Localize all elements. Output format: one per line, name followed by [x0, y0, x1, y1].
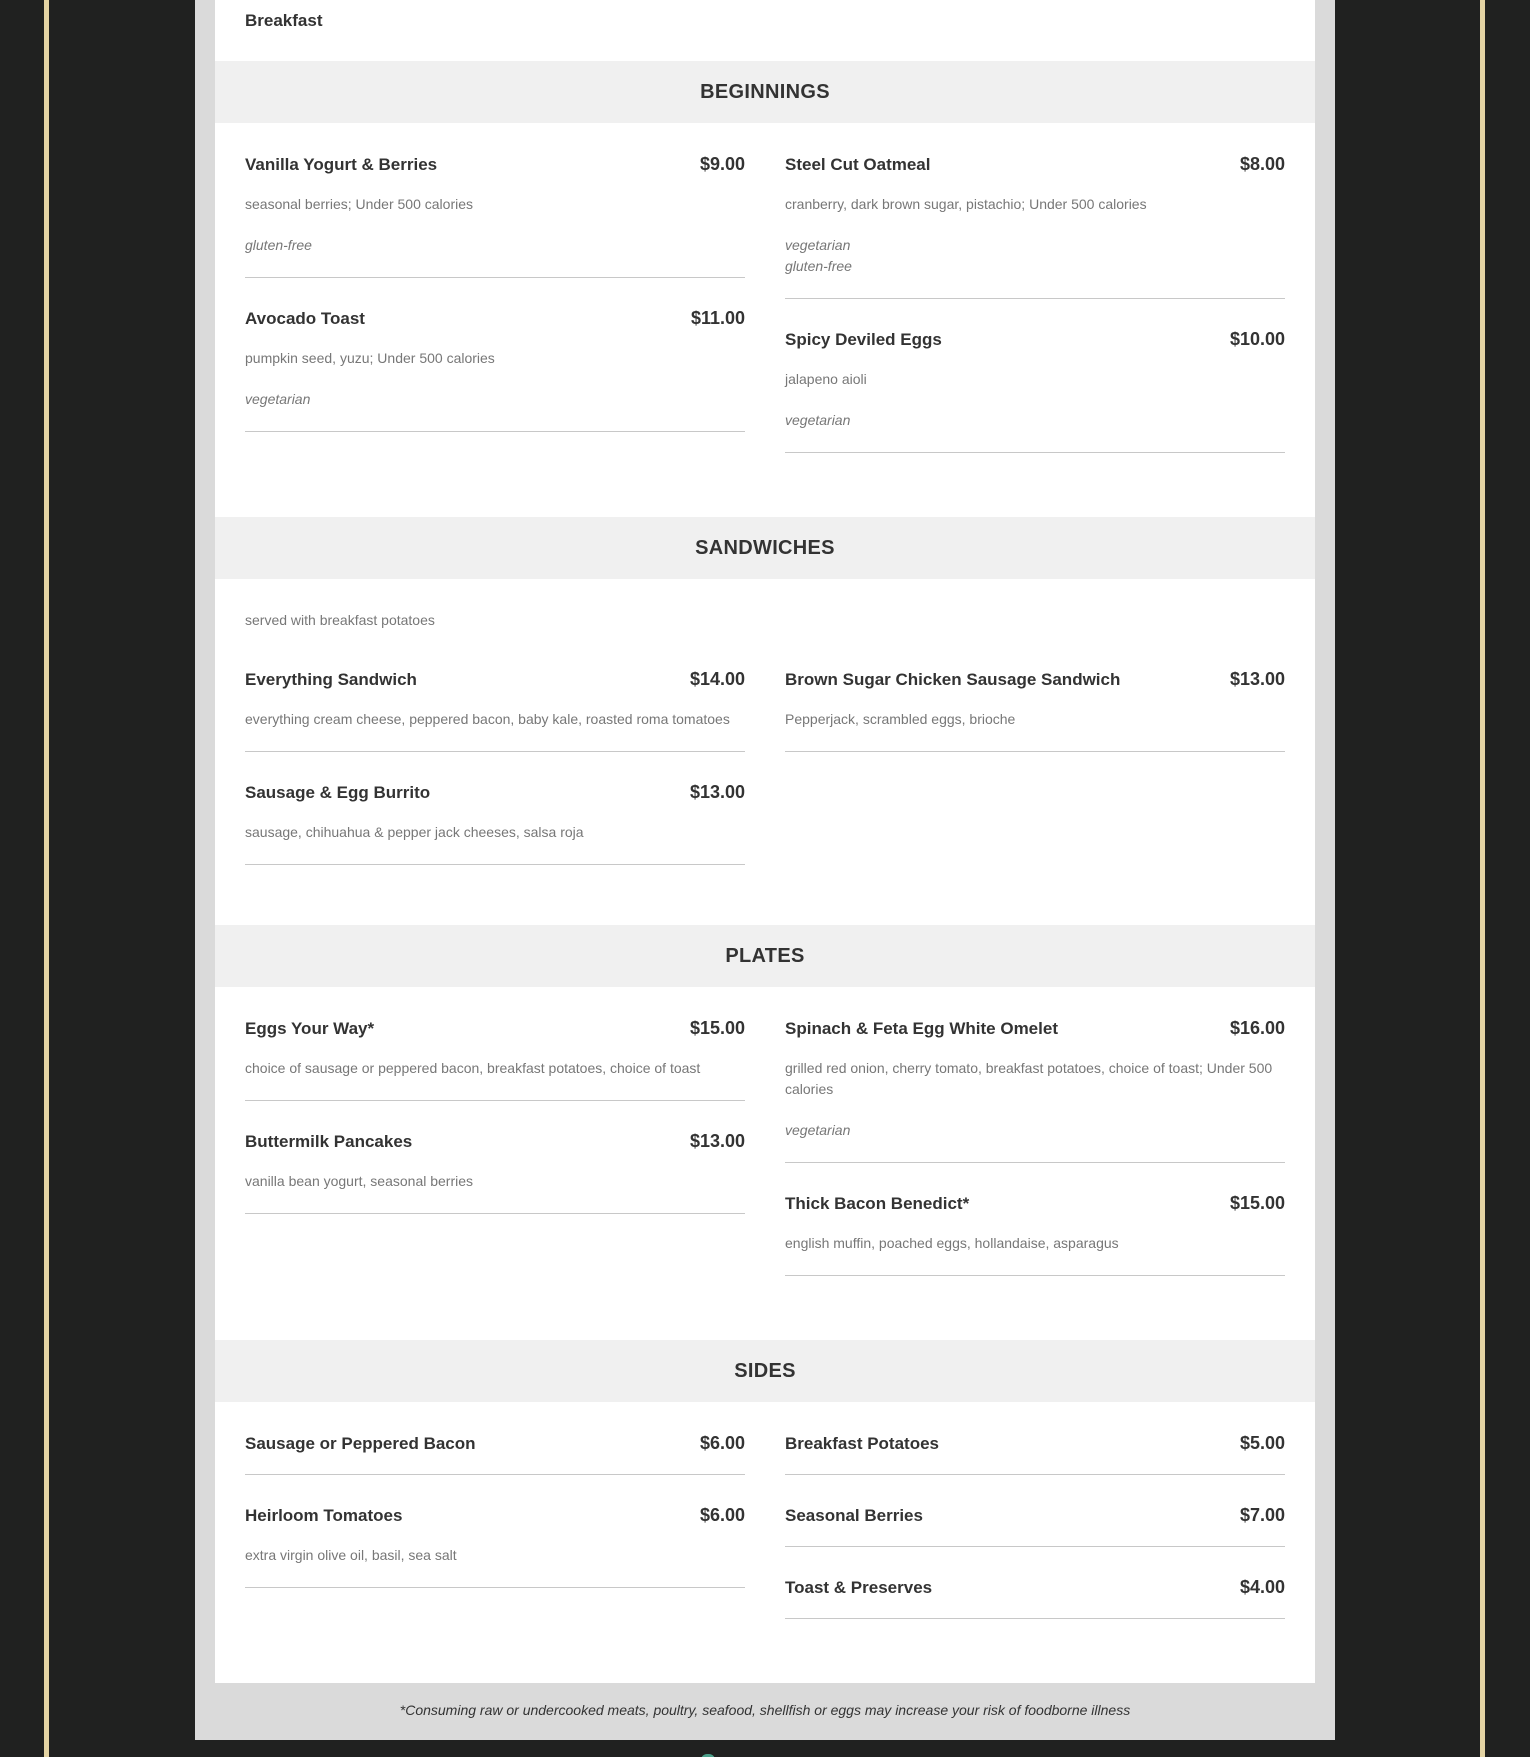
dietary-tag: gluten-free	[785, 258, 852, 274]
item-description: Pepperjack, scrambled eggs, brioche	[785, 711, 1016, 727]
menu-item	[785, 1433, 1285, 1475]
item-name: Sausage & Egg Burrito	[245, 783, 431, 802]
item-name: Spinach & Feta Egg White Omelet	[785, 1019, 1058, 1038]
item-name: Avocado Toast	[245, 309, 365, 328]
item-price: $4.00	[1239, 1577, 1285, 1597]
foodborne-illness-disclaimer: *Consuming raw or undercooked meats, poultry, seafood, shellfish or eggs may increase your risk of foodborne illness	[399, 1702, 1131, 1718]
item-tags	[785, 235, 1285, 277]
menu-panel	[195, 0, 1335, 1740]
menu-item	[245, 154, 745, 278]
menu-item	[245, 1131, 745, 1214]
item-price: $13.00	[1229, 669, 1285, 689]
item-description: english muffin, poached eggs, hollandaise, asparagus	[785, 1235, 1119, 1251]
menu-item	[785, 1193, 1285, 1276]
item-description: jalapeno aioli	[785, 371, 867, 387]
menu-item	[785, 329, 1285, 453]
section-title: BEGINNINGS	[700, 80, 830, 103]
item-description: vanilla bean yogurt, seasonal berries	[245, 1173, 474, 1189]
item-price: $11.00	[690, 308, 745, 328]
dietary-tag: vegetarian	[785, 1122, 851, 1138]
item-description: seasonal berries; Under 500 calories	[245, 196, 474, 212]
item-name: Everything Sandwich	[245, 670, 417, 689]
item-price: $13.00	[689, 782, 745, 802]
menu-item	[245, 308, 745, 432]
item-description: extra virgin olive oil, basil, sea salt	[245, 1547, 457, 1563]
item-description: sausage, chihuahua & pepper jack cheeses, salsa roja	[245, 824, 584, 840]
dietary-tag: vegetarian	[785, 237, 851, 253]
item-price: $8.00	[1239, 154, 1285, 174]
item-tags	[785, 1120, 1285, 1141]
menu-item	[245, 669, 745, 752]
item-price: $16.00	[1229, 1018, 1285, 1038]
menu-item	[245, 1433, 745, 1475]
item-name: Spicy Deviled Eggs	[785, 330, 942, 349]
item-description: pumpkin seed, yuzu; Under 500 calories	[245, 350, 495, 366]
item-tags	[245, 389, 745, 410]
item-name: Breakfast Potatoes	[785, 1434, 940, 1453]
item-price: $13.00	[689, 1131, 745, 1151]
dietary-tag: gluten-free	[245, 237, 312, 253]
item-name: Seasonal Berries	[785, 1506, 923, 1525]
item-price: $6.00	[699, 1433, 745, 1453]
item-name: Eggs Your Way*	[245, 1019, 375, 1038]
item-price: $5.00	[1239, 1433, 1285, 1453]
item-name: Brown Sugar Chicken Sausage Sandwich	[785, 670, 1121, 689]
item-name: Buttermilk Pancakes	[245, 1132, 413, 1151]
item-price: $9.00	[699, 154, 745, 174]
item-price: $10.00	[1229, 329, 1285, 349]
left-border-line	[44, 0, 49, 1757]
section-title: SANDWICHES	[695, 536, 835, 559]
dietary-tag: vegetarian	[245, 391, 311, 407]
menu-item	[245, 1505, 745, 1588]
item-tags	[785, 410, 1285, 431]
item-name: Steel Cut Oatmeal	[785, 155, 931, 174]
item-description: cranberry, dark brown sugar, pistachio; Under 500 calories	[785, 196, 1147, 212]
menu-title: Breakfast	[245, 11, 323, 30]
item-name: Vanilla Yogurt & Berries	[245, 155, 438, 174]
item-name: Heirloom Tomatoes	[245, 1506, 403, 1525]
item-price: $7.00	[1239, 1505, 1285, 1525]
item-name: Sausage or Peppered Bacon	[245, 1434, 476, 1453]
menu-item	[785, 1577, 1285, 1619]
item-name: Thick Bacon Benedict*	[785, 1194, 970, 1213]
section-header-beginnings	[215, 61, 1315, 123]
item-price: $15.00	[689, 1018, 745, 1038]
section-title: PLATES	[725, 944, 805, 967]
item-price: $15.00	[1229, 1193, 1285, 1213]
item-description: choice of sausage or peppered bacon, breakfast potatoes, choice of toast	[245, 1060, 701, 1076]
right-border-line	[1480, 0, 1485, 1757]
item-price: $14.00	[689, 669, 745, 689]
item-price: $6.00	[699, 1505, 745, 1525]
section-header-sandwiches	[215, 517, 1315, 579]
item-name: Toast & Preserves	[785, 1578, 933, 1597]
section-header-plates	[215, 925, 1315, 987]
item-description: everything cream cheese, peppered bacon, baby kale, roasted roma tomatoes	[245, 711, 730, 727]
menu-item	[245, 782, 745, 865]
section-title: SIDES	[734, 1359, 796, 1382]
menu-item	[785, 1505, 1285, 1547]
dietary-tag: vegetarian	[785, 412, 851, 428]
menu-item	[785, 1018, 1285, 1163]
section-note: served with breakfast potatoes	[245, 612, 435, 628]
item-description: grilled red onion, cherry tomato, breakfast potatoes, choice of toast; Under 500 calories	[785, 1060, 1273, 1097]
item-tags	[245, 235, 745, 256]
menu-item	[785, 154, 1285, 299]
section-header-sides	[215, 1340, 1315, 1402]
menu-item	[785, 669, 1285, 752]
menu-item	[245, 1018, 745, 1101]
menu-content	[215, 0, 1315, 1683]
